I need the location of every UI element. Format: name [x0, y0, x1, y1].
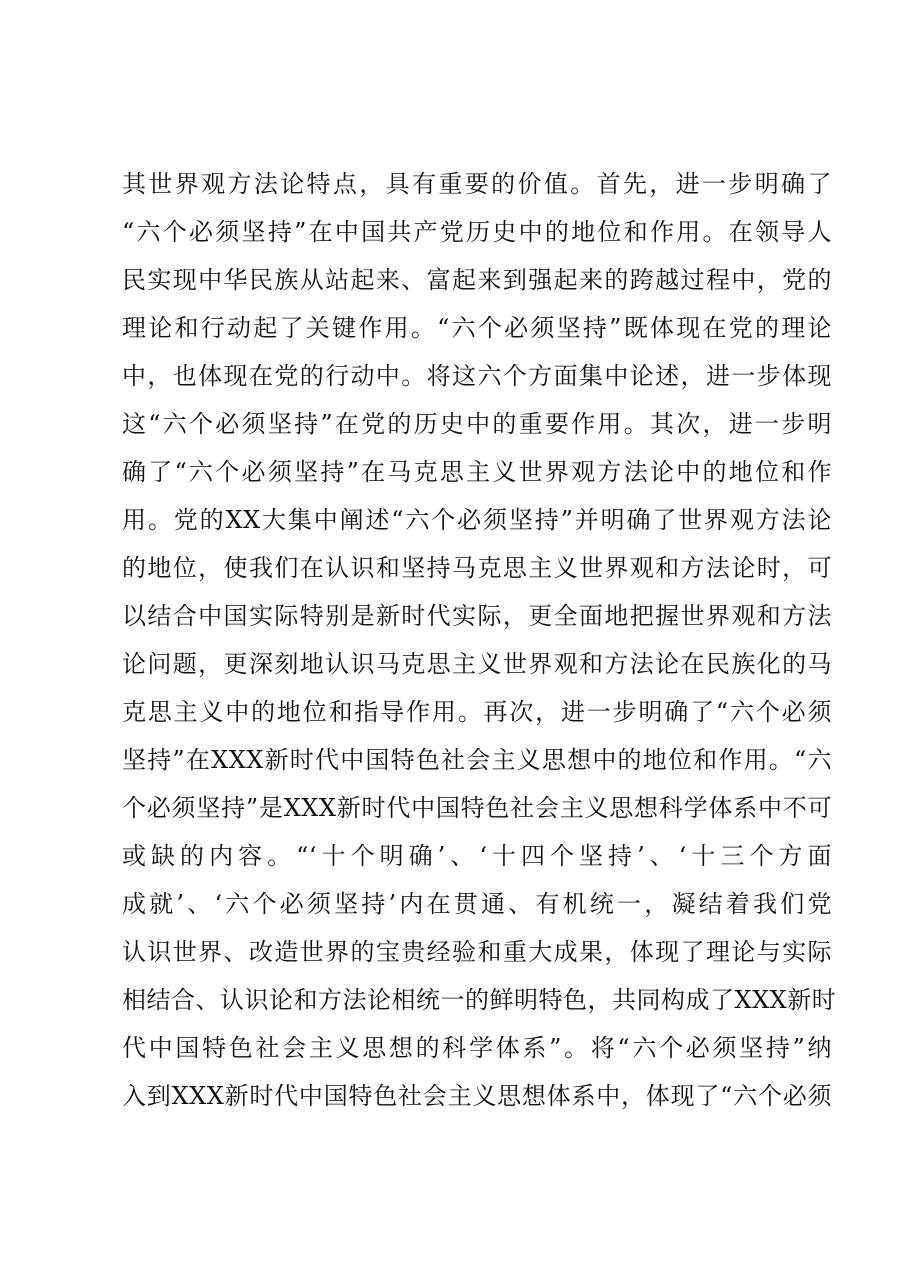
text-line: 论问题，更深刻地认识马克思主义世界观和方法论在民族化的马 [122, 650, 832, 678]
text-line: 理论和行动起了关键作用。“六个必须坚持”既体现在党的理论 [122, 314, 832, 342]
text-line: “六个必须坚持”在中国共产党历史中的地位和作用。在领导人 [122, 218, 832, 246]
text-line: 确了“六个必须坚持”在马克思主义世界观方法论中的地位和作 [122, 458, 832, 486]
text-line: 认识世界、改造世界的宝贵经验和重大成果，体现了理论与实际 [122, 938, 832, 966]
body-text [122, 160, 837, 1120]
text-line: 相结合、认识论和方法论相统一的鲜明特色，共同构成了XXX新时 [122, 986, 837, 1014]
text-line: 中，也体现在党的行动中。将这六个方面集中论述，进一步体现 [122, 362, 832, 390]
text-line: 的地位，使我们在认识和坚持马克思主义世界观和方法论时，可 [122, 554, 832, 582]
text-line: 用。党的XX大集中阐述“六个必须坚持”并明确了世界观方法论 [122, 506, 832, 534]
text-line: 这“六个必须坚持”在党的历史中的重要作用。其次，进一步明 [122, 410, 832, 438]
text-line: 代中国特色社会主义思想的科学体系”。将“六个必须坚持”纳 [122, 1034, 832, 1062]
text-line: 以结合中国实际特别是新时代实际，更全面地把握世界观和方法 [122, 602, 832, 630]
text-line: 民实现中华民族从站起来、富起来到强起来的跨越过程中，党的 [122, 266, 832, 294]
text-line: 入到XXX新时代中国特色社会主义思想体系中，体现了“六个必须 [122, 1082, 832, 1110]
text-line: 或缺的内容。“‘十个明确’、‘十四个坚持’、‘十三个方面 [122, 842, 832, 870]
text-line: 成就’、‘六个必须坚持’内在贯通、有机统一，凝结着我们党 [122, 890, 832, 918]
text-line: 其世界观方法论特点，具有重要的价值。首先，进一步明确了 [122, 170, 832, 198]
text-line: 个必须坚持”是XXX新时代中国特色社会主义思想科学体系中不可 [122, 794, 832, 822]
text-line: 克思主义中的地位和指导作用。再次，进一步明确了“六个必须 [122, 698, 832, 726]
text-line: 坚持”在XXX新时代中国特色社会主义思想中的地位和作用。“六 [122, 746, 832, 774]
